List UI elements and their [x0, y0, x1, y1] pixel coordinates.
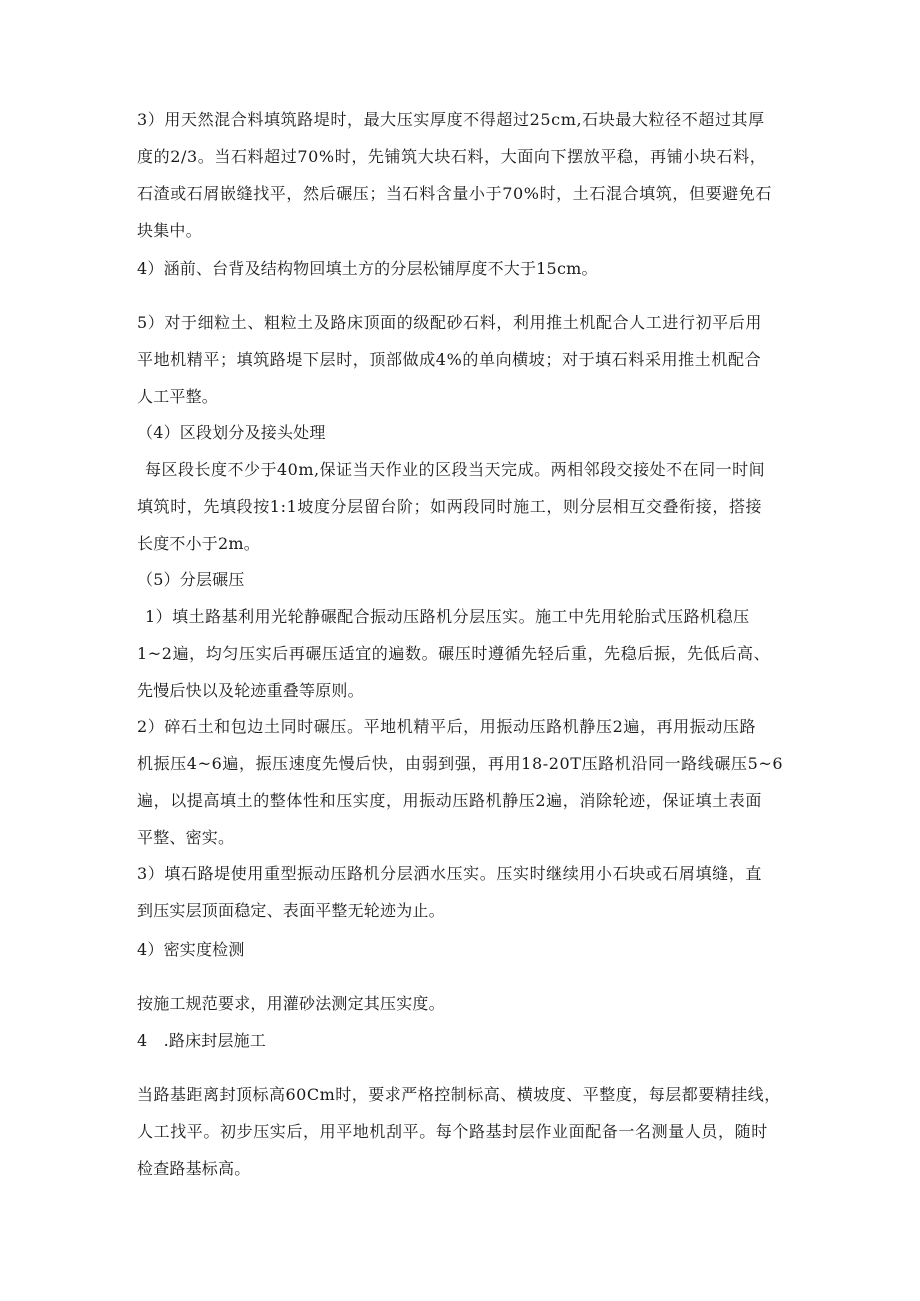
paragraph-line: 当路基距离封顶标高60Cm时，要求严格控制标高、横坡度、平整度，每层都要精挂线， — [137, 1085, 781, 1104]
paragraph-line: 2）碎石土和包边土同时碾压。平地机精平后，用振动压路机静压2遍，再用振动压路 — [137, 717, 757, 736]
paragraph-line: 先慢后快以及轮迹重叠等原则。 — [137, 681, 364, 700]
paragraph-line: 到压实层顶面稳定、表面平整无轮迹为止。 — [137, 901, 445, 920]
paragraph-line: 4）密实度检测 — [137, 940, 245, 959]
paragraph-line: 1）填土路基利用光轮静碾配合振动压路机分层压实。施工中先用轮胎式压路机稳压 — [145, 607, 750, 626]
paragraph-line: 检查路基标高。 — [137, 1159, 251, 1178]
paragraph-line: 遍，以提高填土的整体性和压实度，用振动压路机静压2遍，消除轮迹，保证填土表面 — [137, 791, 762, 810]
paragraph-line: 人工找平。初步压实后，用平地机刮平。每个路基封层作业面配备一名测量人员，随时 — [137, 1122, 768, 1141]
paragraph-line: 平地机精平；填筑路堤下层时，顶部做成4%的单向横坡；对于填石料采用推土机配合 — [137, 350, 762, 369]
paragraph-line: 填筑时，先填段按1:1坡度分层留台阶；如两段同时施工，则分层相互交叠衔接，搭接 — [137, 497, 763, 516]
paragraph-line: 每区段长度不少于40m,保证当天作业的区段当天完成。两相邻段交接处不在同一时间 — [145, 460, 766, 479]
paragraph-line: 3）填石路堤使用重型振动压路机分层洒水压实。压实时继续用小石块或石屑填缝，直 — [137, 864, 762, 883]
paragraph-line: 人工平整。 — [137, 387, 219, 406]
section-heading: （4）区段划分及接头处理 — [137, 423, 326, 442]
paragraph-line: 3）用天然混合料填筑路堤时，最大压实厚度不得超过25cm,石块最大粒径不超过其厚 — [137, 110, 765, 129]
section-heading: （5）分层碾压 — [137, 570, 245, 589]
paragraph-line: 按施工规范要求，用灌砂法测定其压实度。 — [137, 994, 445, 1013]
paragraph-line: 度的2/3。当石料超过70%时，先铺筑大块石料，大面向下摆放平稳，再铺小块石料， — [137, 147, 767, 166]
section-heading: 4 .路床封层施工 — [137, 1031, 267, 1050]
paragraph-line: 机振压4~6遍，振压速度先慢后快，由弱到强，再用18-20T压路机沿同一路线碾压5~6 — [137, 754, 784, 773]
paragraph-line: 石渣或石屑嵌缝找平，然后碾压；当石料含量小于70%时，土石混合填筑，但要避免石 — [137, 184, 772, 203]
paragraph-line: 块集中。 — [137, 221, 202, 240]
paragraph-line: 1~2遍，均匀压实后再碾压适宜的遍数。碾压时遵循先轻后重，先稳后振，先低后高、 — [137, 644, 771, 663]
paragraph-line: 5）对于细粒土、粗粒土及路床顶面的级配砂石料，利用推土机配合人工进行初平后用 — [137, 313, 762, 332]
paragraph-line: 平整、密实。 — [137, 828, 235, 847]
paragraph-line: 长度不小于2m。 — [137, 534, 260, 553]
paragraph-line: 4）涵前、台背及结构物回填土方的分层松铺厚度不大于15cm。 — [137, 259, 598, 278]
